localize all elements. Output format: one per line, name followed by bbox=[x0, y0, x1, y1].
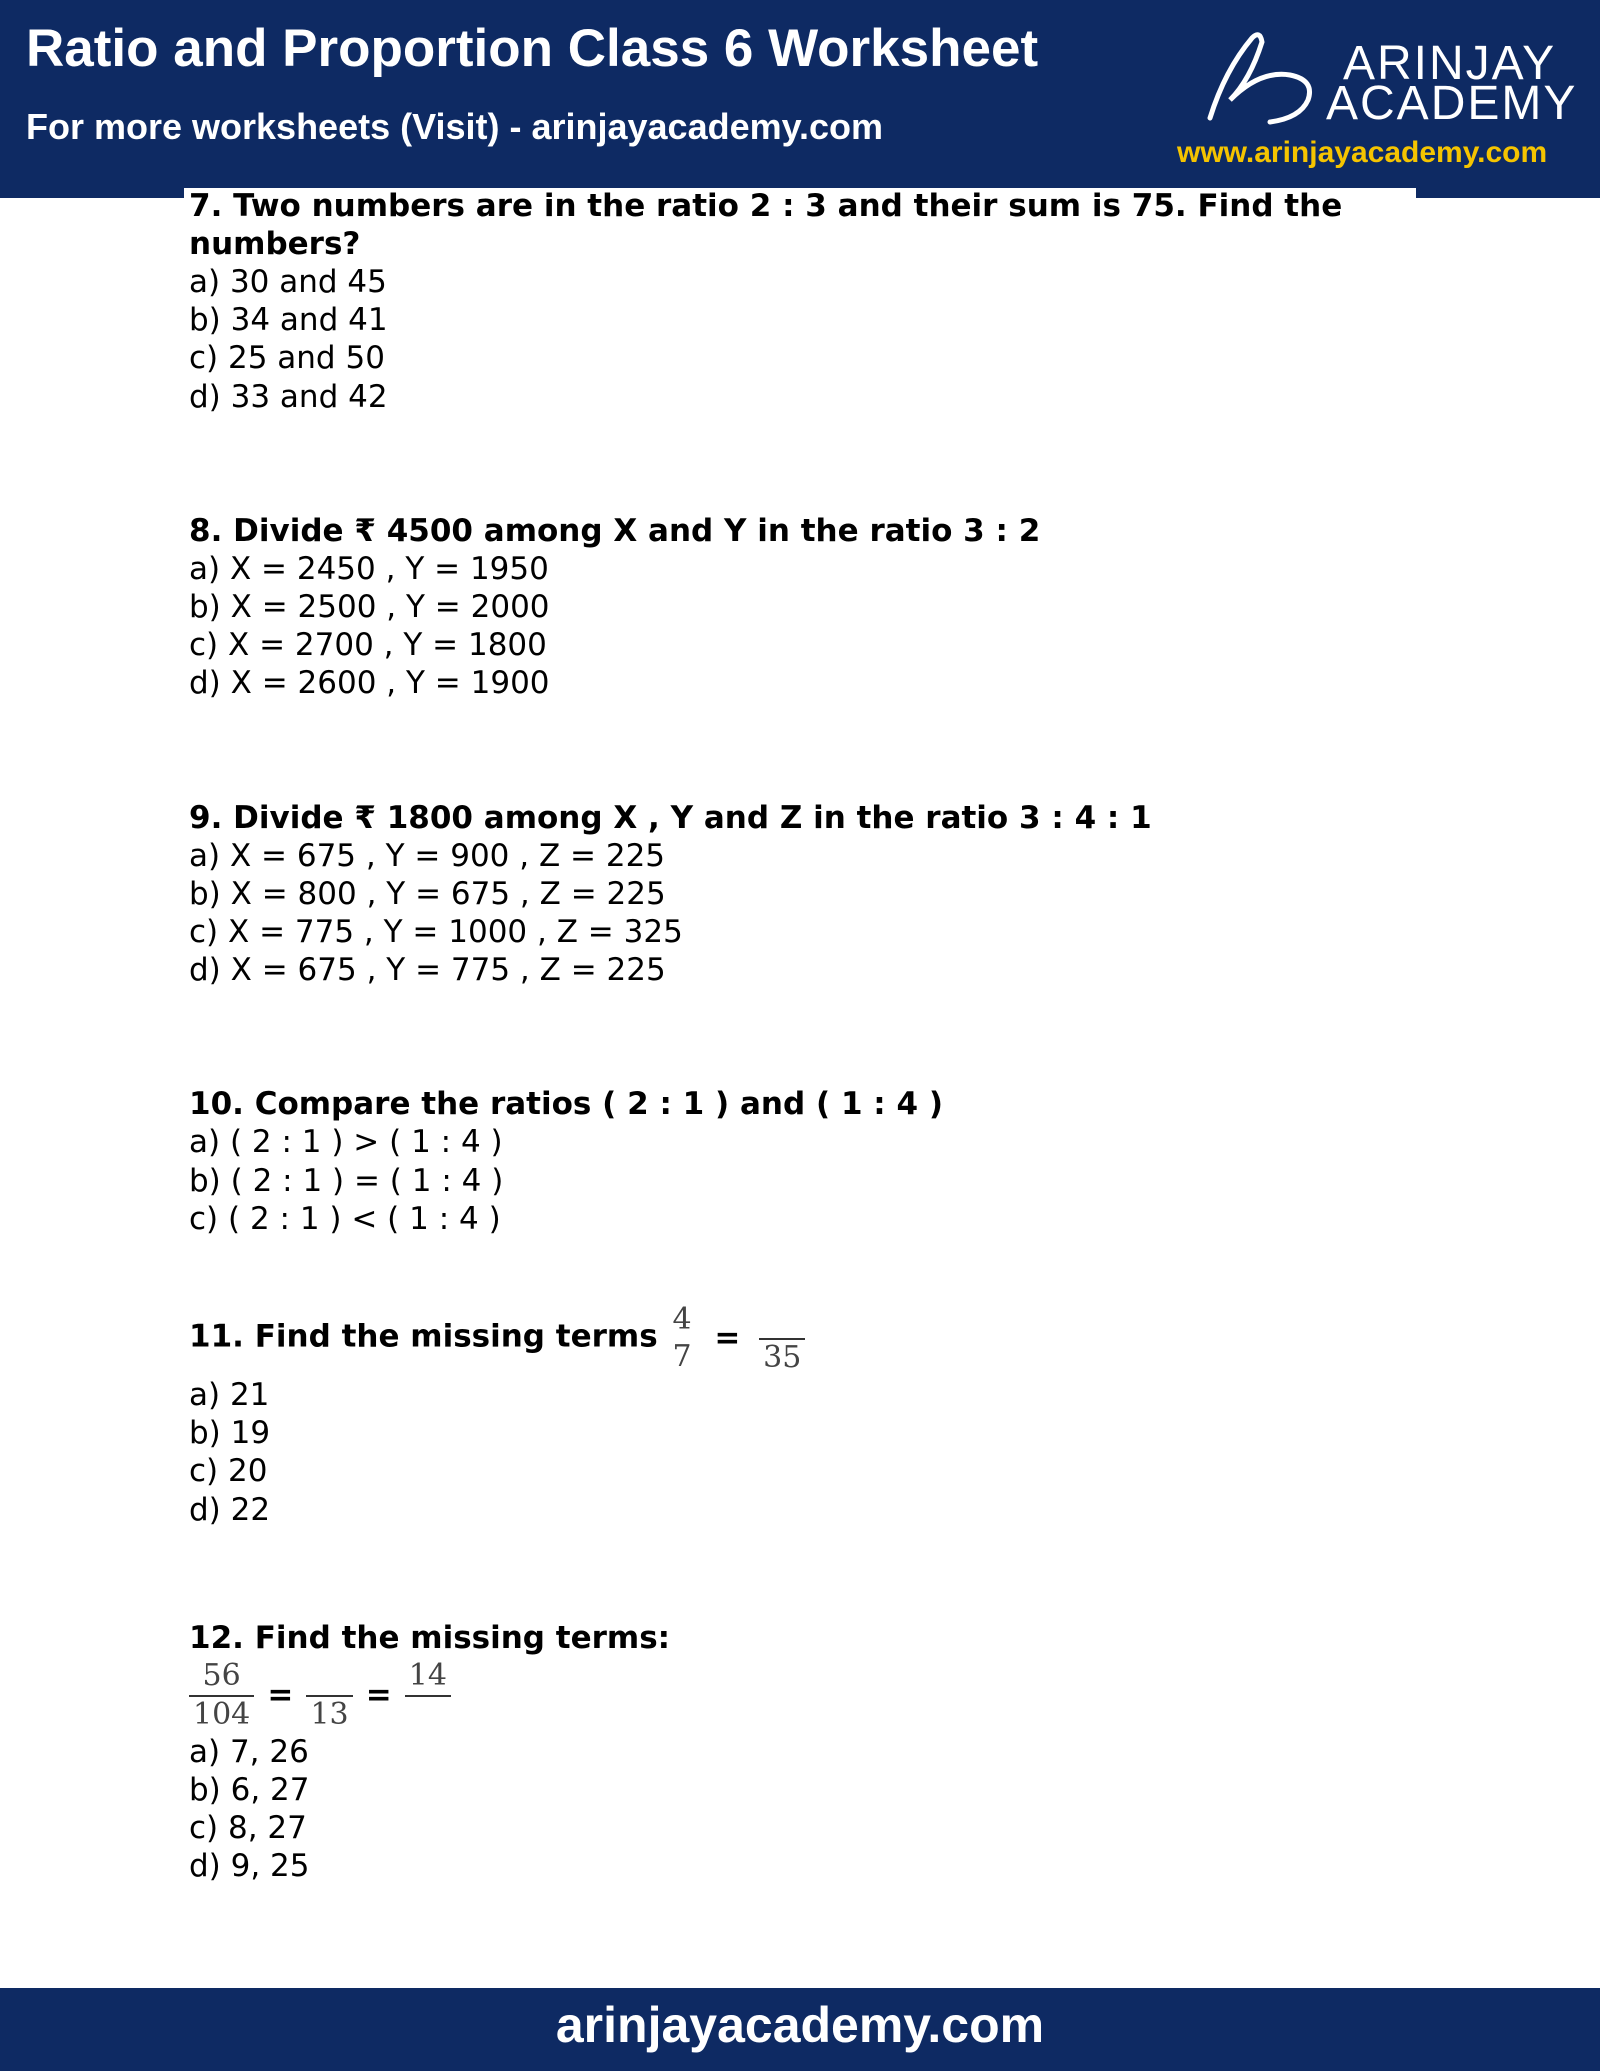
footer-url[interactable]: arinjayacademy.com bbox=[555, 1997, 1045, 2053]
option-d: d) 22 bbox=[189, 1491, 271, 1528]
question-7 bbox=[189, 187, 1419, 416]
question-11 bbox=[189, 1300, 1419, 1529]
option-a: a) ( 2 : 1 ) > ( 1 : 4 ) bbox=[189, 1124, 503, 1161]
option-c: c) ( 2 : 1 ) < ( 1 : 4 ) bbox=[189, 1200, 501, 1237]
page-subtitle: For more worksheets (Visit) - arinjayacademy.com bbox=[26, 106, 883, 147]
option-a: a) 30 and 45 bbox=[189, 264, 387, 300]
footer-banner bbox=[0, 1988, 1600, 2071]
option-d: d) 9, 25 bbox=[189, 1848, 310, 1885]
option-b: b) 6, 27 bbox=[189, 1772, 310, 1809]
fraction-equation bbox=[189, 1657, 1419, 1733]
academy-logo-icon bbox=[1190, 30, 1320, 130]
page-title: Ratio and Proportion Class 6 Worksheet bbox=[26, 19, 1039, 78]
fraction-denominator: 13 bbox=[306, 1695, 352, 1733]
fraction-denominator: 7 bbox=[672, 1339, 692, 1375]
fraction-missing bbox=[759, 1300, 805, 1376]
fraction-given bbox=[189, 1657, 254, 1733]
option-b: b) X = 2500 , Y = 2000 bbox=[189, 589, 550, 626]
question-text: 10. Compare the ratios ( 2 : 1 ) and ( 1 : 4 ) bbox=[189, 1086, 944, 1123]
option-a: a) X = 2450 , Y = 1950 bbox=[189, 550, 549, 587]
option-b: b) X = 800 , Y = 675 , Z = 225 bbox=[189, 875, 666, 912]
option-c: c) X = 2700 , Y = 1800 bbox=[189, 627, 547, 664]
logo-url[interactable]: www.arinjayacademy.com bbox=[1177, 136, 1548, 169]
question-text: 12. Find the missing terms: bbox=[189, 1619, 671, 1656]
fraction-missing-1 bbox=[306, 1657, 352, 1733]
option-d: d) X = 675 , Y = 775 , Z = 225 bbox=[189, 952, 666, 989]
option-c: c) 8, 27 bbox=[189, 1810, 307, 1847]
equals-sign: = bbox=[267, 1676, 294, 1713]
equals-sign: = bbox=[365, 1676, 392, 1713]
header-banner bbox=[0, 0, 1600, 198]
option-c: c) 25 and 50 bbox=[189, 340, 385, 377]
option-a: a) 21 bbox=[189, 1377, 270, 1414]
question-text: 11. Find the missing terms bbox=[189, 1318, 658, 1355]
option-b: b) 19 bbox=[189, 1415, 271, 1452]
option-a: a) X = 675 , Y = 900 , Z = 225 bbox=[189, 837, 666, 874]
fraction-numerator: 4 bbox=[672, 1302, 692, 1338]
worksheet-content bbox=[189, 187, 1419, 1886]
fraction-denominator: 104 bbox=[189, 1695, 254, 1733]
question-text: 8. Divide ₹ 4500 among X and Y in the ratio 3 : 2 bbox=[189, 512, 1041, 549]
question-text: 9. Divide ₹ 1800 among X , Y and Z in the ratio 3 : 4 : 1 bbox=[189, 799, 1152, 836]
fraction-missing-2 bbox=[405, 1657, 451, 1733]
option-b: b) 34 and 41 bbox=[189, 302, 388, 339]
equals-sign: = bbox=[714, 1320, 741, 1357]
option-c: c) X = 775 , Y = 1000 , Z = 325 bbox=[189, 914, 683, 951]
fraction-denominator: 35 bbox=[759, 1338, 805, 1376]
fraction-numerator: 14 bbox=[408, 1657, 447, 1693]
fraction-numerator: 56 bbox=[202, 1657, 241, 1693]
logo-text-arinjay: ARINJAY bbox=[1343, 37, 1557, 90]
question-9 bbox=[189, 799, 1419, 990]
option-a: a) 7, 26 bbox=[189, 1733, 309, 1770]
question-10 bbox=[189, 1085, 1419, 1238]
option-d: d) 33 and 42 bbox=[189, 378, 388, 415]
logo-text-academy: ACADEMY bbox=[1326, 77, 1578, 130]
option-c: c) 20 bbox=[189, 1453, 268, 1490]
question-12 bbox=[189, 1619, 1419, 1886]
fraction-given bbox=[668, 1301, 695, 1375]
option-b: b) ( 2 : 1 ) = ( 1 : 4 ) bbox=[189, 1162, 504, 1199]
question-8 bbox=[189, 512, 1419, 703]
option-d: d) X = 2600 , Y = 1900 bbox=[189, 665, 550, 702]
question-text: 7. Two numbers are in the ratio 2 : 3 and their sum is 75. Find the numbers? bbox=[189, 188, 1343, 262]
